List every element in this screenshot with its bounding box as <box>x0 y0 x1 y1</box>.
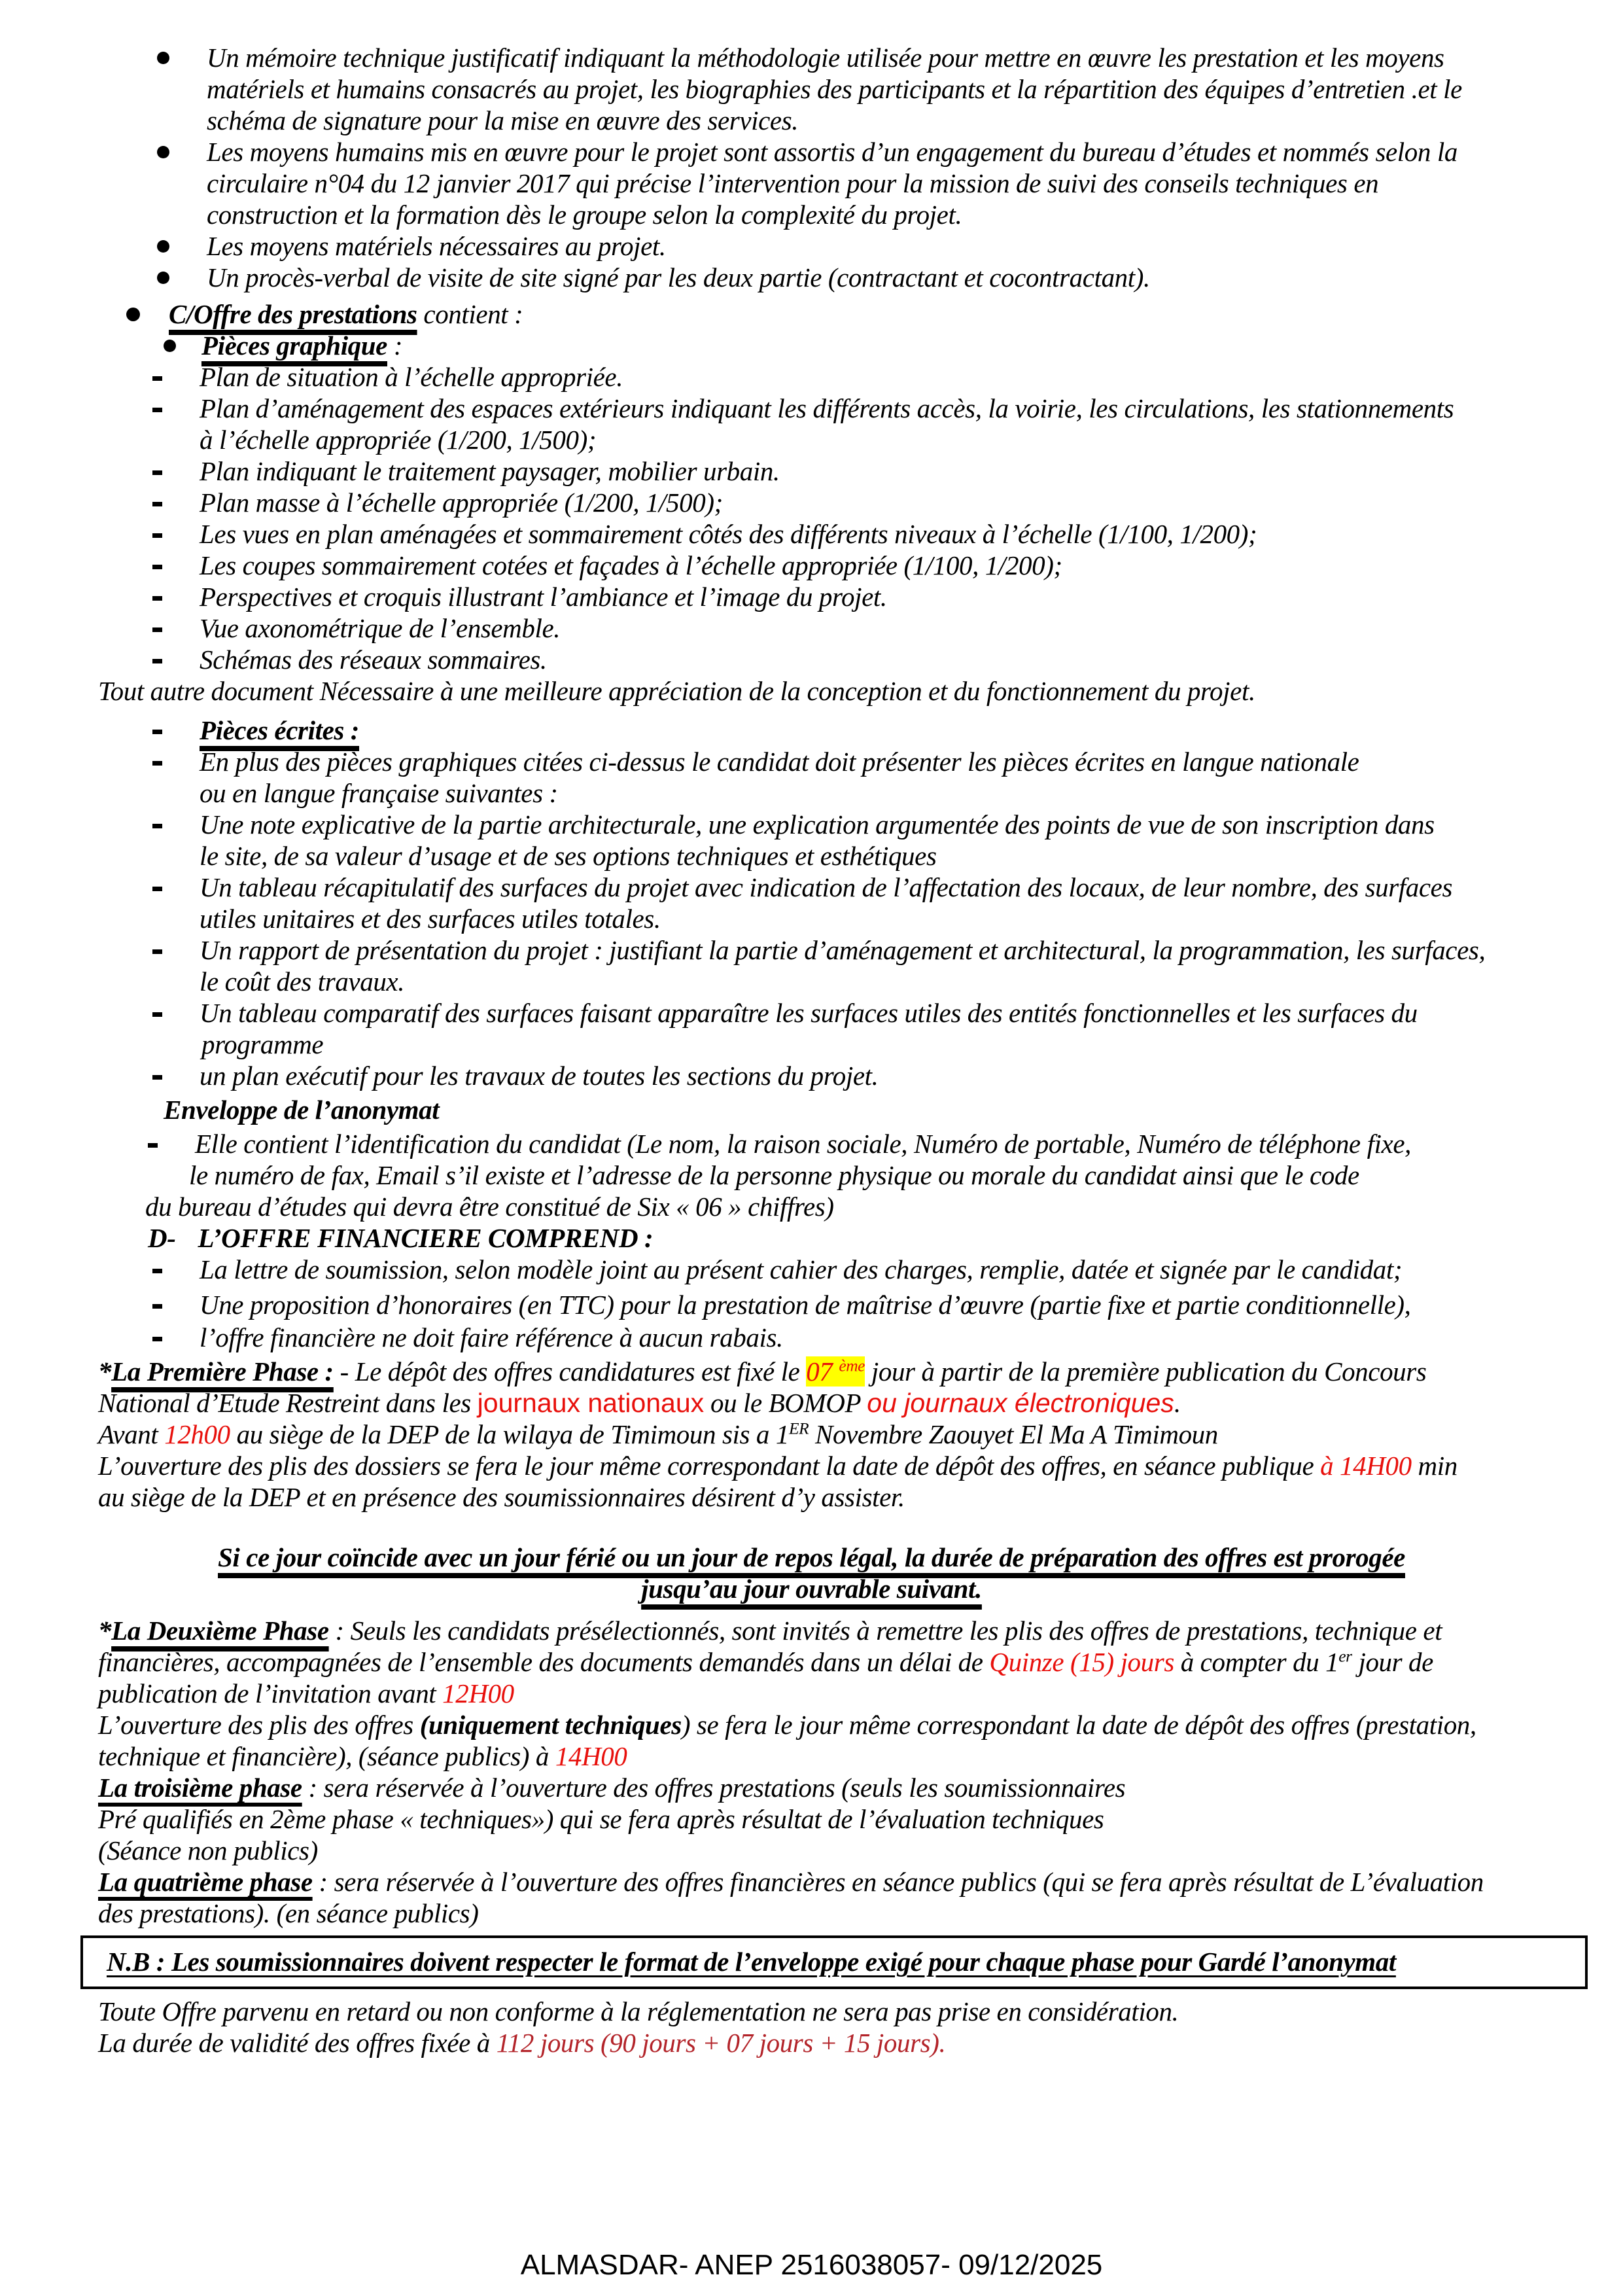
journaux-electroniques: ou journaux électroniques <box>867 1388 1174 1418</box>
delai-quinze-jours: Quinze (15) jours <box>989 1647 1174 1677</box>
phase3-line3 <box>0 1835 1623 1866</box>
bullet-icon <box>157 146 169 158</box>
doc-item-line-text: schéma de signature pour la mise en œuvre des services. <box>207 105 799 135</box>
phase2-label: La Deuxième Phase <box>111 1616 329 1646</box>
dash-icon <box>152 596 162 601</box>
doc-item-line-text: Les moyens matériels nécessaires au projet. <box>207 231 666 261</box>
phase2-text: ) se fera le jour même correspondant la date de dépôt des offres (prestation, <box>681 1710 1476 1740</box>
ecrites-item <box>0 746 1623 777</box>
enveloppe-item <box>0 1128 1623 1159</box>
ecrites-item-text: le coût des travaux. <box>200 966 405 997</box>
ecrites-item-text: Un tableau comparatif des surfaces faisant apparaître les surfaces utiles des entités fonctionnelles et les surfaces du <box>200 998 1418 1028</box>
doc-item-line-text: Les moyens humains mis en œuvre pour le projet sont assortis d’un engagement du bureau d’études et nommés selon la <box>207 137 1457 167</box>
phase1-line5 <box>0 1481 1623 1513</box>
ferie-text: Si ce jour coïncide avec un jour férié ou un jour de repos légal, la durée de préparation des offres est prorogée <box>218 1542 1405 1572</box>
doc-item-line-text: circulaire n°04 du 12 janvier 2017 qui précise l’intervention pour la mission de suivi des conseils techniques en <box>207 168 1379 198</box>
bullet-icon <box>126 308 140 321</box>
doc-item-line-text: Un procès-verbal de visite de site signé par les deux partie (contractant et cocontractant). <box>207 262 1150 292</box>
phase1-text: - Le dépôt des offres candidatures est fixé le <box>333 1356 807 1386</box>
phase1-text: au siège de la DEP et en présence des soumissionnaires désirent d’y assister. <box>98 1482 905 1512</box>
phase2-text: jour de <box>1352 1647 1433 1677</box>
doc-item-line <box>0 105 1623 136</box>
bullet-icon <box>157 52 169 64</box>
graphic-item <box>0 361 1623 393</box>
ecrites-item-text: le site, de sa valeur d’usage et de ses options techniques et esthétiques <box>200 841 937 871</box>
dash-icon <box>152 824 162 828</box>
phase4-line2 <box>0 1898 1623 1929</box>
phase3-text: (Séance non publics) <box>98 1835 318 1865</box>
phase2-text: financières, accompagnées de l’ensemble des documents demandés dans un délai de <box>98 1647 990 1677</box>
tout-autre-paragraph <box>0 675 1623 707</box>
nb-box <box>80 1935 1588 1989</box>
phase1-text: Avant <box>98 1419 165 1449</box>
heure-12h00: 12H00 <box>442 1678 514 1708</box>
doc-item-line-text: matériels et humains consacrés au projet, les biographies des participants et la répartition des équipes d’entretien .et le <box>207 74 1462 104</box>
enveloppe-heading <box>0 1094 1623 1125</box>
graphic-item-text: à l’échelle appropriée (1/200, 1/500); <box>200 425 597 455</box>
pieces-ecrites-title: Pièces écrites : <box>200 715 360 745</box>
graphic-item <box>0 581 1623 612</box>
footer-text: ALMASDAR- ANEP 2516038057- 09/12/2025 <box>520 2249 1103 2281</box>
dash-icon <box>152 502 162 506</box>
ecrites-item-text: utiles unitaires et des surfaces utiles totales. <box>200 904 661 934</box>
closing-text: La durée de validité des offres fixée à <box>98 2028 497 2058</box>
graphic-item <box>0 487 1623 518</box>
dash-icon <box>152 408 162 412</box>
graphic-item-text: Les vues en plan aménagées et sommairement côtés des différents niveaux à l’échelle (1/100, 1/200); <box>200 519 1257 549</box>
financiere-item <box>0 1289 1623 1320</box>
dash-icon <box>152 533 162 538</box>
offre-financiere-title: L’OFFRE FINANCIERE COMPREND : <box>198 1223 654 1253</box>
journaux-nationaux: journaux nationaux <box>477 1388 705 1418</box>
heure-12h00: 12h00 <box>164 1419 230 1449</box>
nb-text: N.B : Les soumissionnaires doivent respecter le format de l’enveloppe exigé pour chaque phase pour Gardé l’anonymat <box>107 1947 1396 1977</box>
asterisk: * <box>98 1356 112 1386</box>
graphic-item <box>0 455 1623 487</box>
anep-footer <box>0 2250 1623 2281</box>
dash-icon <box>148 1143 158 1148</box>
graphic-item <box>0 644 1623 675</box>
offre-prestations-suffix: contient : <box>417 299 523 329</box>
tout-autre-text: Tout autre document Nécessaire à une meilleure appréciation de la conception et du fonctionnement du projet. <box>98 676 1255 706</box>
phase3-text: : sera réservée à l’ouverture des offres prestations (seuls les soumissionnaires <box>302 1773 1126 1803</box>
dash-icon <box>152 1337 162 1341</box>
offre-financiere-heading <box>0 1222 1623 1254</box>
phase2-text: L’ouverture des plis des offres <box>98 1710 420 1740</box>
ecrites-item-line <box>0 1029 1623 1060</box>
phase1-text: Novembre Zaouyet El Ma A Timimoun <box>809 1419 1218 1449</box>
phase2-line5 <box>0 1740 1623 1772</box>
graphic-item-text: Vue axonométrique de l’ensemble. <box>200 613 561 643</box>
graphic-item-text: Plan indiquant le traitement paysager, mobilier urbain. <box>200 456 780 486</box>
phase1-label: La Première Phase : <box>111 1356 334 1386</box>
bullet-icon <box>157 272 169 284</box>
offre-financiere-prefix: D- <box>148 1223 176 1253</box>
ecrites-item-text: Un rapport de présentation du projet : justifiant la partie d’aménagement et architectural, la programmation, les surfaces, <box>200 935 1486 965</box>
doc-item-line <box>0 73 1623 105</box>
dash-icon <box>152 659 162 663</box>
ferie-note-line2 <box>98 1573 1525 1604</box>
dash-icon <box>152 627 162 632</box>
ecrites-item-line <box>0 966 1623 997</box>
phase1-text: min <box>1411 1451 1457 1481</box>
heure-14h00: à 14H00 <box>1320 1451 1412 1481</box>
ecrites-item-text: En plus des pièces graphiques citées ci-dessus le candidat doit présenter les pièces écrites en langue nationale <box>200 747 1359 777</box>
financiere-item-text: La lettre de soumission, selon modèle joint au présent cahier des charges, remplie, datée et signée par le candidat; <box>200 1254 1403 1284</box>
superscript-er: ER <box>788 1419 809 1438</box>
enveloppe-text: Elle contient l’identification du candidat (Le nom, la raison sociale, Numéro de portable, Numéro de téléphone fixe, <box>195 1129 1411 1159</box>
phase2-text: : Seuls les candidats présélectionnés, sont invités à remettre les plis des offres de prestations, technique et <box>328 1616 1442 1646</box>
dash-icon <box>152 730 162 734</box>
ecrites-item-text: un plan exécutif pour les travaux de toutes les sections du projet. <box>200 1061 879 1091</box>
phase4-text: des prestations). (en séance publics) <box>98 1898 479 1928</box>
uniquement-techniques: (uniquement techniques <box>419 1710 682 1740</box>
closing-line2 <box>0 2027 1623 2058</box>
phase4-label: La quatrième phase <box>98 1867 313 1897</box>
pieces-graphique-title: Pièces graphique <box>201 330 387 361</box>
phase1-text: L’ouverture des plis des dossiers se fera le jour même correspondant la date de dépôt des offres, en séance publique <box>98 1451 1321 1481</box>
dash-icon <box>152 949 162 954</box>
ecrites-item <box>0 872 1623 903</box>
dash-icon <box>152 1012 162 1017</box>
phase1-text: National d’Etude Restreint dans les <box>98 1388 478 1418</box>
doc-bullet-item <box>0 262 1623 293</box>
graphic-item <box>0 550 1623 581</box>
offre-prestations-title: C/Offre des prestations <box>169 299 417 329</box>
highlighted-deadline: 07 $^{ème}$ <box>806 1356 865 1386</box>
validite-duration: 112 jours (90 jours + 07 jours + 15 jours). <box>496 2028 946 2058</box>
dash-icon <box>152 761 162 766</box>
phase1-line2 <box>0 1387 1623 1419</box>
graphic-item <box>0 518 1623 550</box>
phase2-line2 <box>0 1646 1623 1678</box>
doc-bullet-item <box>0 230 1623 262</box>
graphic-item-text: Plan masse à l’échelle appropriée (1/200, 1/500); <box>200 487 723 518</box>
dash-icon <box>152 376 162 381</box>
ecrites-item-text: ou en langue française suivantes : <box>200 778 558 808</box>
doc-item-line: Un mémoire technique justificatif indiquant la méthodologie utilisée pour mettre en œuvre les prestation et les moyens <box>207 43 1444 73</box>
doc-bullet-item <box>0 42 1623 73</box>
graphic-item <box>0 393 1623 424</box>
financiere-item <box>0 1322 1623 1353</box>
offre-prestations-heading <box>0 298 1623 330</box>
graphic-item-text: Schémas des réseaux sommaires. <box>200 645 547 675</box>
ecrites-item <box>0 1060 1623 1091</box>
graphic-item-text: Les coupes sommairement cotées et façades à l’échelle appropriée (1/100, 1/200); <box>200 550 1062 580</box>
dash-icon <box>152 470 162 475</box>
closing-line1 <box>0 1996 1623 2027</box>
phase1-line1 <box>0 1356 1623 1387</box>
dash-icon <box>152 1269 162 1273</box>
financiere-item <box>0 1254 1623 1285</box>
ecrites-item <box>0 934 1623 966</box>
ferie-text: jusqu’au jour ouvrable suivant. <box>641 1574 982 1604</box>
phase4-text: : sera réservée à l’ouverture des offres financières en séance publics (qui se fera après résultat de L’évaluation <box>312 1867 1484 1897</box>
doc-bullet-item <box>0 136 1623 168</box>
doc-item-line <box>0 199 1623 230</box>
doc-item-line <box>0 168 1623 199</box>
phase1-line3 <box>0 1419 1623 1450</box>
enveloppe-text: le numéro de fax, Email s’il existe et l’adresse de la personne physique ou morale du candidat ainsi que le code <box>189 1160 1359 1190</box>
ecrites-item <box>0 809 1623 840</box>
phase2-line3 <box>0 1678 1623 1709</box>
phase1-text: au siège de la DEP de la wilaya de Timimoun sis a 1 <box>230 1419 789 1449</box>
phase1-text: . <box>1174 1388 1181 1418</box>
phase1-line4 <box>0 1450 1623 1481</box>
dash-icon <box>152 1304 162 1309</box>
enveloppe-text: du bureau d’études qui devra être constitué de Six « 06 » chiffres) <box>145 1192 834 1222</box>
phase3-line2 <box>0 1803 1623 1835</box>
enveloppe-item-line <box>0 1191 1623 1222</box>
bullet-icon <box>157 240 169 253</box>
enveloppe-item-line <box>0 1159 1623 1191</box>
document-content <box>0 42 1623 2058</box>
ecrites-item <box>0 997 1623 1029</box>
dash-icon <box>152 1075 162 1080</box>
phase2-text: technique et financière), (séance publics) à <box>98 1741 555 1771</box>
phase1-text: ou le BOMOP <box>704 1388 867 1418</box>
ecrites-item-line <box>0 903 1623 934</box>
dash-icon <box>152 887 162 891</box>
ecrites-item-text: Une note explicative de la partie architecturale, une explication argumentée des points de vue de son inscription dans <box>200 809 1435 839</box>
doc-item-line-text: construction et la formation dès le groupe selon la complexité du projet. <box>207 200 962 230</box>
financiere-item-text: Une proposition d’honoraires (en TTC) pour la prestation de maîtrise d’œuvre (partie fixe et partie conditionnelle), <box>200 1290 1411 1320</box>
graphic-item <box>0 612 1623 644</box>
bullet-icon <box>164 340 176 352</box>
graphic-item-text: Plan d’aménagement des espaces extérieurs indiquant les différents accès, la voirie, les circulations, les stationnements <box>200 393 1454 423</box>
closing-text: Toute Offre parvenu en retard ou non conforme à la réglementation ne sera pas prise en considération. <box>98 1996 1179 2026</box>
phase2-line1 <box>0 1615 1623 1646</box>
ecrites-item-line <box>0 777 1623 809</box>
pieces-graphique-colon: : <box>387 330 403 361</box>
ferie-note-line1 <box>98 1542 1525 1573</box>
phase3-label: La troisième phase <box>98 1773 302 1803</box>
superscript-er: er <box>1338 1647 1352 1666</box>
financiere-item-text: l’offre financière ne doit faire référence à aucun rabais. <box>200 1322 783 1352</box>
pieces-graphique-heading <box>0 330 1623 361</box>
dash-icon <box>152 565 162 569</box>
phase2-text: à compter du 1 <box>1174 1647 1339 1677</box>
graphic-item-line <box>0 424 1623 455</box>
asterisk: * <box>98 1616 112 1646</box>
phase4-line1 <box>0 1866 1623 1898</box>
phase1-text: jour à partir de la première publication du Concours <box>865 1356 1427 1386</box>
phase3-text: Pré qualifiés en 2ème phase « techniques») qui se fera après résultat de l’évaluation techniques <box>98 1804 1104 1834</box>
enveloppe-title: Enveloppe de l’anonymat <box>164 1095 440 1125</box>
phase2-text: publication de l’invitation avant <box>98 1678 443 1708</box>
ecrites-item-text: Un tableau récapitulatif des surfaces du projet avec indication de l’affectation des locaux, de leur nombre, des surfaces <box>200 872 1453 902</box>
pieces-ecrites-heading <box>0 715 1623 746</box>
phase3-line1 <box>0 1772 1623 1803</box>
ecrites-item-line <box>0 840 1623 872</box>
heure-14h00: 14H00 <box>555 1741 627 1771</box>
ecrites-item-text: programme <box>201 1029 324 1059</box>
graphic-item-text: Perspectives et croquis illustrant l’ambiance et l’image du projet. <box>200 582 887 612</box>
phase2-line4 <box>0 1709 1623 1740</box>
graphic-item-text: Plan de situation à l’échelle appropriée. <box>200 362 623 392</box>
